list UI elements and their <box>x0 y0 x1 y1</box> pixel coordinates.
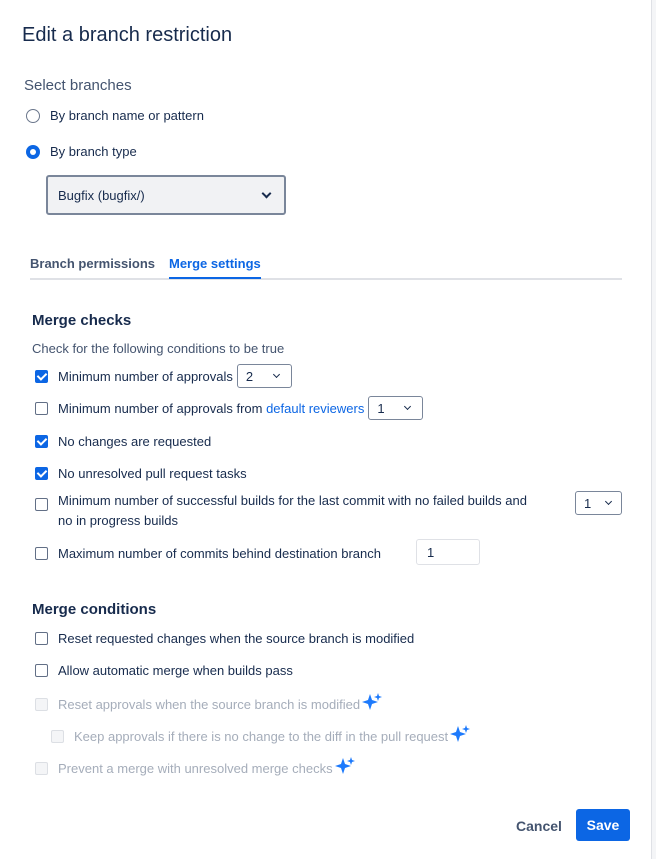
radio-label: By branch type <box>50 144 137 159</box>
background-edge <box>652 0 656 859</box>
checkbox <box>51 730 64 743</box>
select-value: 1 <box>584 495 592 511</box>
checkbox <box>35 762 48 775</box>
sparkle-icon <box>361 692 383 717</box>
merge-conditions-heading: Merge conditions <box>32 601 157 618</box>
cond-label: Reset approvals when the source branch is modified <box>58 697 361 712</box>
tab-merge-settings[interactable]: Merge settings <box>169 256 261 279</box>
min-successful-builds-select[interactable] <box>575 491 622 515</box>
check-label: Minimum number of approvals <box>58 368 233 384</box>
check-label-block <box>58 491 568 531</box>
checkbox[interactable] <box>35 632 48 645</box>
cond-label: Reset requested changes when the source branch is modified <box>58 631 415 646</box>
sparkle-icon <box>449 724 471 749</box>
cond-reset-requested-changes[interactable] <box>35 631 414 646</box>
check-label-line-2: no in progress builds <box>58 513 178 528</box>
merge-checks-heading: Merge checks <box>32 312 132 329</box>
branch-type-select[interactable] <box>46 175 286 215</box>
checkbox[interactable] <box>35 370 48 383</box>
checkbox[interactable] <box>35 664 48 677</box>
checkbox[interactable] <box>35 547 48 560</box>
check-label: No unresolved pull request tasks <box>58 466 247 481</box>
checkbox <box>35 698 48 711</box>
check-no-changes-requested[interactable] <box>35 434 211 449</box>
cond-label: Prevent a merge with unresolved merge checks <box>58 761 333 776</box>
chevron-down-icon <box>262 189 272 199</box>
check-no-unresolved-tasks[interactable] <box>35 466 247 481</box>
checkbox[interactable] <box>35 467 48 480</box>
max-commits-behind-input[interactable]: 1 <box>416 539 480 565</box>
radio-label: By branch name or pattern <box>50 108 204 123</box>
cancel-button[interactable]: Cancel <box>508 811 570 841</box>
cond-prevent-merge-unresolved <box>35 756 356 781</box>
cond-reset-approvals <box>35 692 383 717</box>
checkbox[interactable] <box>35 498 48 511</box>
check-min-approvals-default-reviewers[interactable] <box>35 396 423 420</box>
check-label-line-1: Minimum number of successful builds for the last commit with no failed builds and <box>58 493 527 508</box>
min-approvals-select[interactable] <box>237 364 292 388</box>
cond-keep-approvals <box>51 724 471 749</box>
dialog-title: Edit a branch restriction <box>22 24 233 46</box>
cond-label: Allow automatic merge when builds pass <box>58 663 293 678</box>
check-min-approvals[interactable] <box>35 364 292 388</box>
radio-branch-name-pattern[interactable] <box>26 108 204 123</box>
chevron-down-icon <box>273 371 280 378</box>
select-branches-label: Select branches <box>24 77 132 94</box>
check-label: No changes are requested <box>58 434 212 449</box>
cond-label: Keep approvals if there is no change to the diff in the pull request <box>74 729 449 744</box>
restriction-tabs <box>30 256 622 280</box>
check-min-successful-builds[interactable] <box>35 491 568 531</box>
radio-button[interactable] <box>26 145 40 159</box>
select-value: 2 <box>245 368 254 384</box>
checkbox[interactable] <box>35 435 48 448</box>
default-reviewers-link[interactable]: default reviewers <box>266 400 365 416</box>
merge-checks-description: Check for the following conditions to be true <box>32 341 285 356</box>
default-reviewers-approvals-select[interactable] <box>368 396 423 420</box>
select-value: 1 <box>377 400 385 416</box>
check-label: Minimum number of approvals from <box>58 400 267 416</box>
chevron-down-icon <box>605 498 612 505</box>
chevron-down-icon <box>404 403 411 410</box>
radio-button[interactable] <box>26 109 40 123</box>
radio-branch-type[interactable] <box>26 144 137 159</box>
check-max-commits-behind[interactable] <box>35 546 381 561</box>
save-button[interactable]: Save <box>576 809 630 841</box>
tab-branch-permissions[interactable]: Branch permissions <box>30 256 155 271</box>
branch-type-value: Bugfix (bugfix/) <box>58 187 145 203</box>
cond-allow-automatic-merge[interactable] <box>35 663 293 678</box>
sparkle-icon <box>334 756 356 781</box>
checkbox[interactable] <box>35 402 48 415</box>
check-label: Maximum number of commits behind destination branch <box>58 546 381 561</box>
